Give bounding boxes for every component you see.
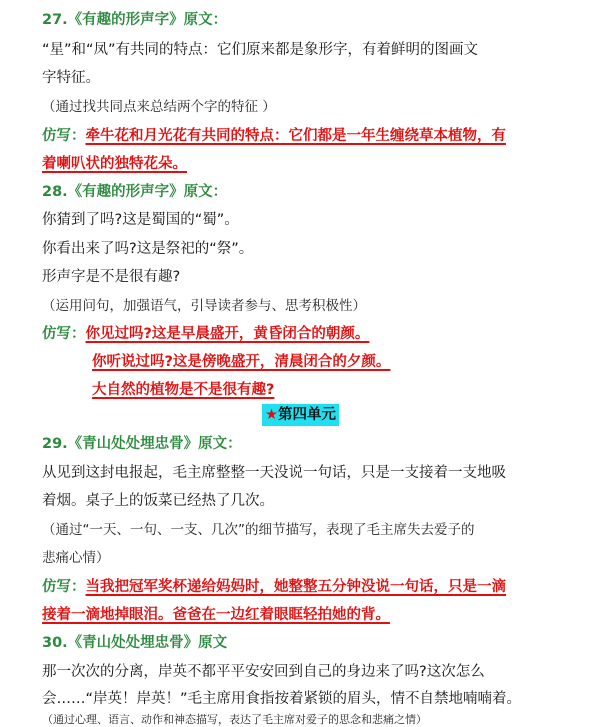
section-27-body-line-2: 字特征。	[42, 70, 100, 86]
section-30-body-line-2: 会……“岸英！岸英！”毛主席用食指按着紧锁的眉头，情不自禁地喃喃着。	[42, 691, 522, 707]
imitation-label: 仿写：	[42, 579, 86, 595]
section-28-body-line-3: 形声字是不是很有趣?	[42, 269, 181, 285]
imitation-text: 你见过吗?这是早晨盛开，黄昏闭合的朝颜。	[85, 326, 370, 342]
imitation-label: 仿写：	[42, 326, 86, 342]
section-29-imitation-line-1	[42, 577, 506, 597]
unit-banner	[262, 404, 339, 426]
section-29-note-line-1: （通过“一天、一句、一支、几次”的细节描写，表现了毛主席失去爱子的	[42, 522, 475, 538]
section-28-note: （运用问句，加强语气，引导读者参与、思考积极性）	[42, 298, 366, 314]
section-28-imitation-line-1	[42, 324, 369, 344]
imitation-text: 当我把冠军奖杯递给妈妈时，她整整五分钟没说一句话，只是一滴	[85, 579, 506, 595]
section-30-note: （通过心理、语言、动作和神态描写，表达了毛主席对爱子的思念和悲痛之情）	[42, 713, 427, 726]
section-29-body-line-2: 着烟。桌子上的饭菜已经热了几次。	[42, 493, 274, 509]
section-27-note: （通过找共同点来总结两个字的特征 ）	[42, 99, 276, 115]
section-28-body-line-2: 你看出来了吗?这是祭祀的“祭”。	[42, 241, 254, 257]
section-27-heading: 27.《有趣的形声字》原文：	[42, 12, 228, 28]
imitation-label: 仿写：	[42, 128, 86, 144]
section-30-heading: 30.《青山处处埋忠骨》原文	[42, 635, 228, 651]
section-28-heading: 28.《有趣的形声字》原文：	[42, 184, 228, 200]
imitation-text: 牵牛花和月光花有共同的特点：它们都是一年生缠绕草本植物，有	[85, 128, 506, 144]
star-icon: ★	[265, 407, 278, 423]
section-28-imitation-line-3: 大自然的植物是不是很有趣?	[92, 382, 275, 398]
section-27-imitation-line-2: 着喇叭状的独特花朵。	[42, 156, 187, 172]
section-28-body-line-1: 你猜到了吗?这是蜀国的“蜀”。	[42, 212, 239, 228]
section-29-note-line-2: 悲痛心情）	[42, 550, 110, 566]
section-27-body-line-1: “星”和“凤”有共同的特点：它们原来都是象形字，有着鲜明的图画文	[42, 42, 479, 58]
section-29-body-line-1: 从见到这封电报起，毛主席整整一天没说一句话，只是一支接着一支地吸	[42, 465, 506, 481]
section-28-imitation-line-2: 你听说过吗?这是傍晚盛开，清晨闭合的夕颜。	[92, 354, 391, 370]
section-29-heading: 29.《青山处处埋忠骨》原文：	[42, 436, 242, 452]
unit-title: 第四单元	[278, 407, 336, 423]
section-27-imitation-line-1	[42, 126, 506, 146]
section-30-body-line-1: 那一次次的分离，岸英不都平平安安回到自己的身边来了吗?这次怎么	[42, 664, 485, 680]
section-29-imitation-line-2: 接着一滴地掉眼泪。爸爸在一边红着眼眶轻拍她的背。	[42, 607, 390, 623]
